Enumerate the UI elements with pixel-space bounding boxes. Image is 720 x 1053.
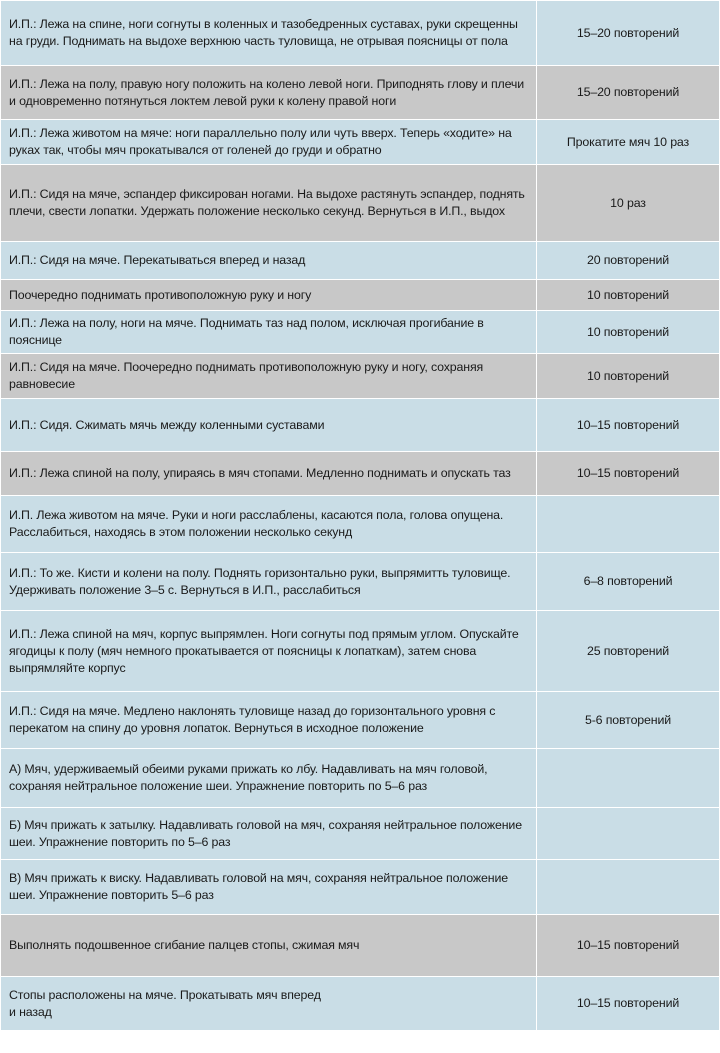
exercise-repetitions: 10 повторений bbox=[586, 324, 670, 339]
exercise-repetitions: 15–20 повторений bbox=[576, 25, 680, 40]
table-row bbox=[1, 808, 719, 860]
exercise-description: Поочередно поднимать противоположную руку и ногу bbox=[1, 280, 537, 310]
exercise-description: И.П.: Сидя на мяче. Медлено наклонять туловище назад до горизонтального уровня с перекатом на спину до уровня лопаток. Вернуться в исходное положение bbox=[1, 692, 537, 748]
exercise-repetitions: 10–15 повторений bbox=[576, 466, 680, 480]
table-row bbox=[1, 165, 719, 242]
exercise-repetitions bbox=[537, 496, 719, 552]
exercise-description: И.П.: Сидя. Сжимать мячь между коленными суставами bbox=[1, 399, 537, 451]
exercise-repetitions bbox=[537, 808, 719, 859]
table-row bbox=[1, 120, 719, 165]
exercise-description: И.П. Лежа животом на мяче. Руки и ноги расслаблены, касаются пола, голова опущена. Расслабиться, находясь в этом положении несколько секунд bbox=[1, 496, 537, 552]
table-row bbox=[1, 452, 719, 496]
table-row bbox=[1, 977, 719, 1031]
exercise-repetitions: 20 повторений bbox=[586, 253, 670, 267]
exercise-repetitions bbox=[537, 860, 719, 914]
exercise-repetitions: 10–15 повторений bbox=[576, 996, 680, 1010]
table-row bbox=[1, 66, 719, 120]
exercise-description: И.П.: Лежа спиной на полу, упираясь в мяч стопами. Медленно поднимать и опускать таз bbox=[1, 452, 537, 495]
exercise-description: И.П.: Лежа спиной на мяч, корпус выпрямлен. Ноги согнуты под прямым углом. Опускайте ягодицы к полу (мяч немного прокатывается от поясницы к лопаткам), затем снова выпрямляйте корпус bbox=[1, 611, 537, 691]
exercise-description: И.П.: Сидя на мяче. Поочередно поднимать противоположную руку и ногу, сохраняя равновесие bbox=[1, 354, 537, 398]
exercise-repetitions: 6–8 повторений bbox=[583, 574, 673, 588]
exercise-repetitions: 25 повторений bbox=[586, 643, 670, 658]
exercise-repetitions: 10 повторений bbox=[586, 368, 670, 383]
exercise-description: И.П.: То же. Кисти и колени на полу. Поднять горизонтально руки, выпрямитть туловище. Удерживать положение 3–5 с. Вернуться в И.П., расслабиться bbox=[1, 553, 537, 610]
table-row bbox=[1, 553, 719, 611]
table-row bbox=[1, 280, 719, 311]
table-row bbox=[1, 242, 719, 280]
table-row bbox=[1, 311, 719, 354]
exercise-description: И.П.: Сидя на мяче. Перекатываться вперед и назад bbox=[1, 242, 537, 279]
exercise-description: И.П.: Лежа на полу, ноги на мяче. Поднимать таз над полом, исключая прогибание в пояснице bbox=[1, 311, 537, 353]
exercise-repetitions bbox=[537, 749, 719, 807]
exercise-repetitions: 10 раз bbox=[610, 195, 646, 210]
table-row bbox=[1, 1, 719, 66]
exercise-description: И.П.: Лежа на полу, правую ногу положить на колено левой ноги. Приподнять глову и плечи и одновременно потянуться локтем левой руки к колену правой ноги bbox=[1, 66, 537, 119]
exercise-description: Б) Мяч прижать к затылку. Надавливать головой на мяч, сохраняя нейтральное положение шеи. Упражнение повторить по 5–6 раз bbox=[1, 808, 537, 859]
exercise-repetitions: 10–15 повторений bbox=[576, 938, 680, 952]
exercise-description: И.П.: Лежа животом на мяче: ноги параллельно полу или чуть вверх. Теперь «ходите» на руках так, чтобы мяч прокатывался от голеней до груди и обратно bbox=[1, 120, 537, 164]
exercise-description: И.П.: Лежа на спине, ноги согнуты в коленных и тазобедренных суставах, руки скрещенны на груди. Поднимать на выдохе верхнюю часть туловища, не отрывая поясницы от пола bbox=[1, 1, 537, 65]
table-row bbox=[1, 354, 719, 399]
exercise-description: Стопы расположены на мяче. Прокатывать мяч вперед и назад bbox=[1, 977, 537, 1030]
exercise-description: Выполнять подошвенное сгибание палцев стопы, сжимая мяч bbox=[1, 915, 537, 976]
exercise-table bbox=[1, 1, 719, 1031]
table-row bbox=[1, 860, 719, 915]
table-row bbox=[1, 915, 719, 977]
table-row bbox=[1, 749, 719, 808]
exercise-description: И.П.: Сидя на мяче, эспандер фиксирован ногами. На выдохе растянуть эспандер, поднять плечи, свести лопатки. Удержать положение несколько секунд. Вернуться в И.П., выдох bbox=[1, 165, 537, 241]
table-row bbox=[1, 692, 719, 749]
exercise-repetitions: 15–20 повторений bbox=[576, 85, 680, 99]
table-row bbox=[1, 399, 719, 452]
exercise-repetitions: 10 повторений bbox=[586, 287, 670, 302]
table-row bbox=[1, 496, 719, 553]
exercise-description: А) Мяч, удерживаемый обеими руками прижать ко лбу. Надавливать на мяч головой, сохраняя нейтральное положение шеи. Упражнение повторить по 5–6 раз bbox=[1, 749, 537, 807]
exercise-repetitions: Прокатите мяч 10 раз bbox=[566, 134, 690, 149]
exercise-repetitions: 5-6 повторений bbox=[584, 712, 672, 727]
exercise-description: В) Мяч прижать к виску. Надавливать головой на мяч, сохраняя нейтральное положение шеи. Упражнение повторить 5–6 раз bbox=[1, 860, 537, 914]
exercise-repetitions: 10–15 повторений bbox=[576, 417, 680, 432]
table-row bbox=[1, 611, 719, 692]
